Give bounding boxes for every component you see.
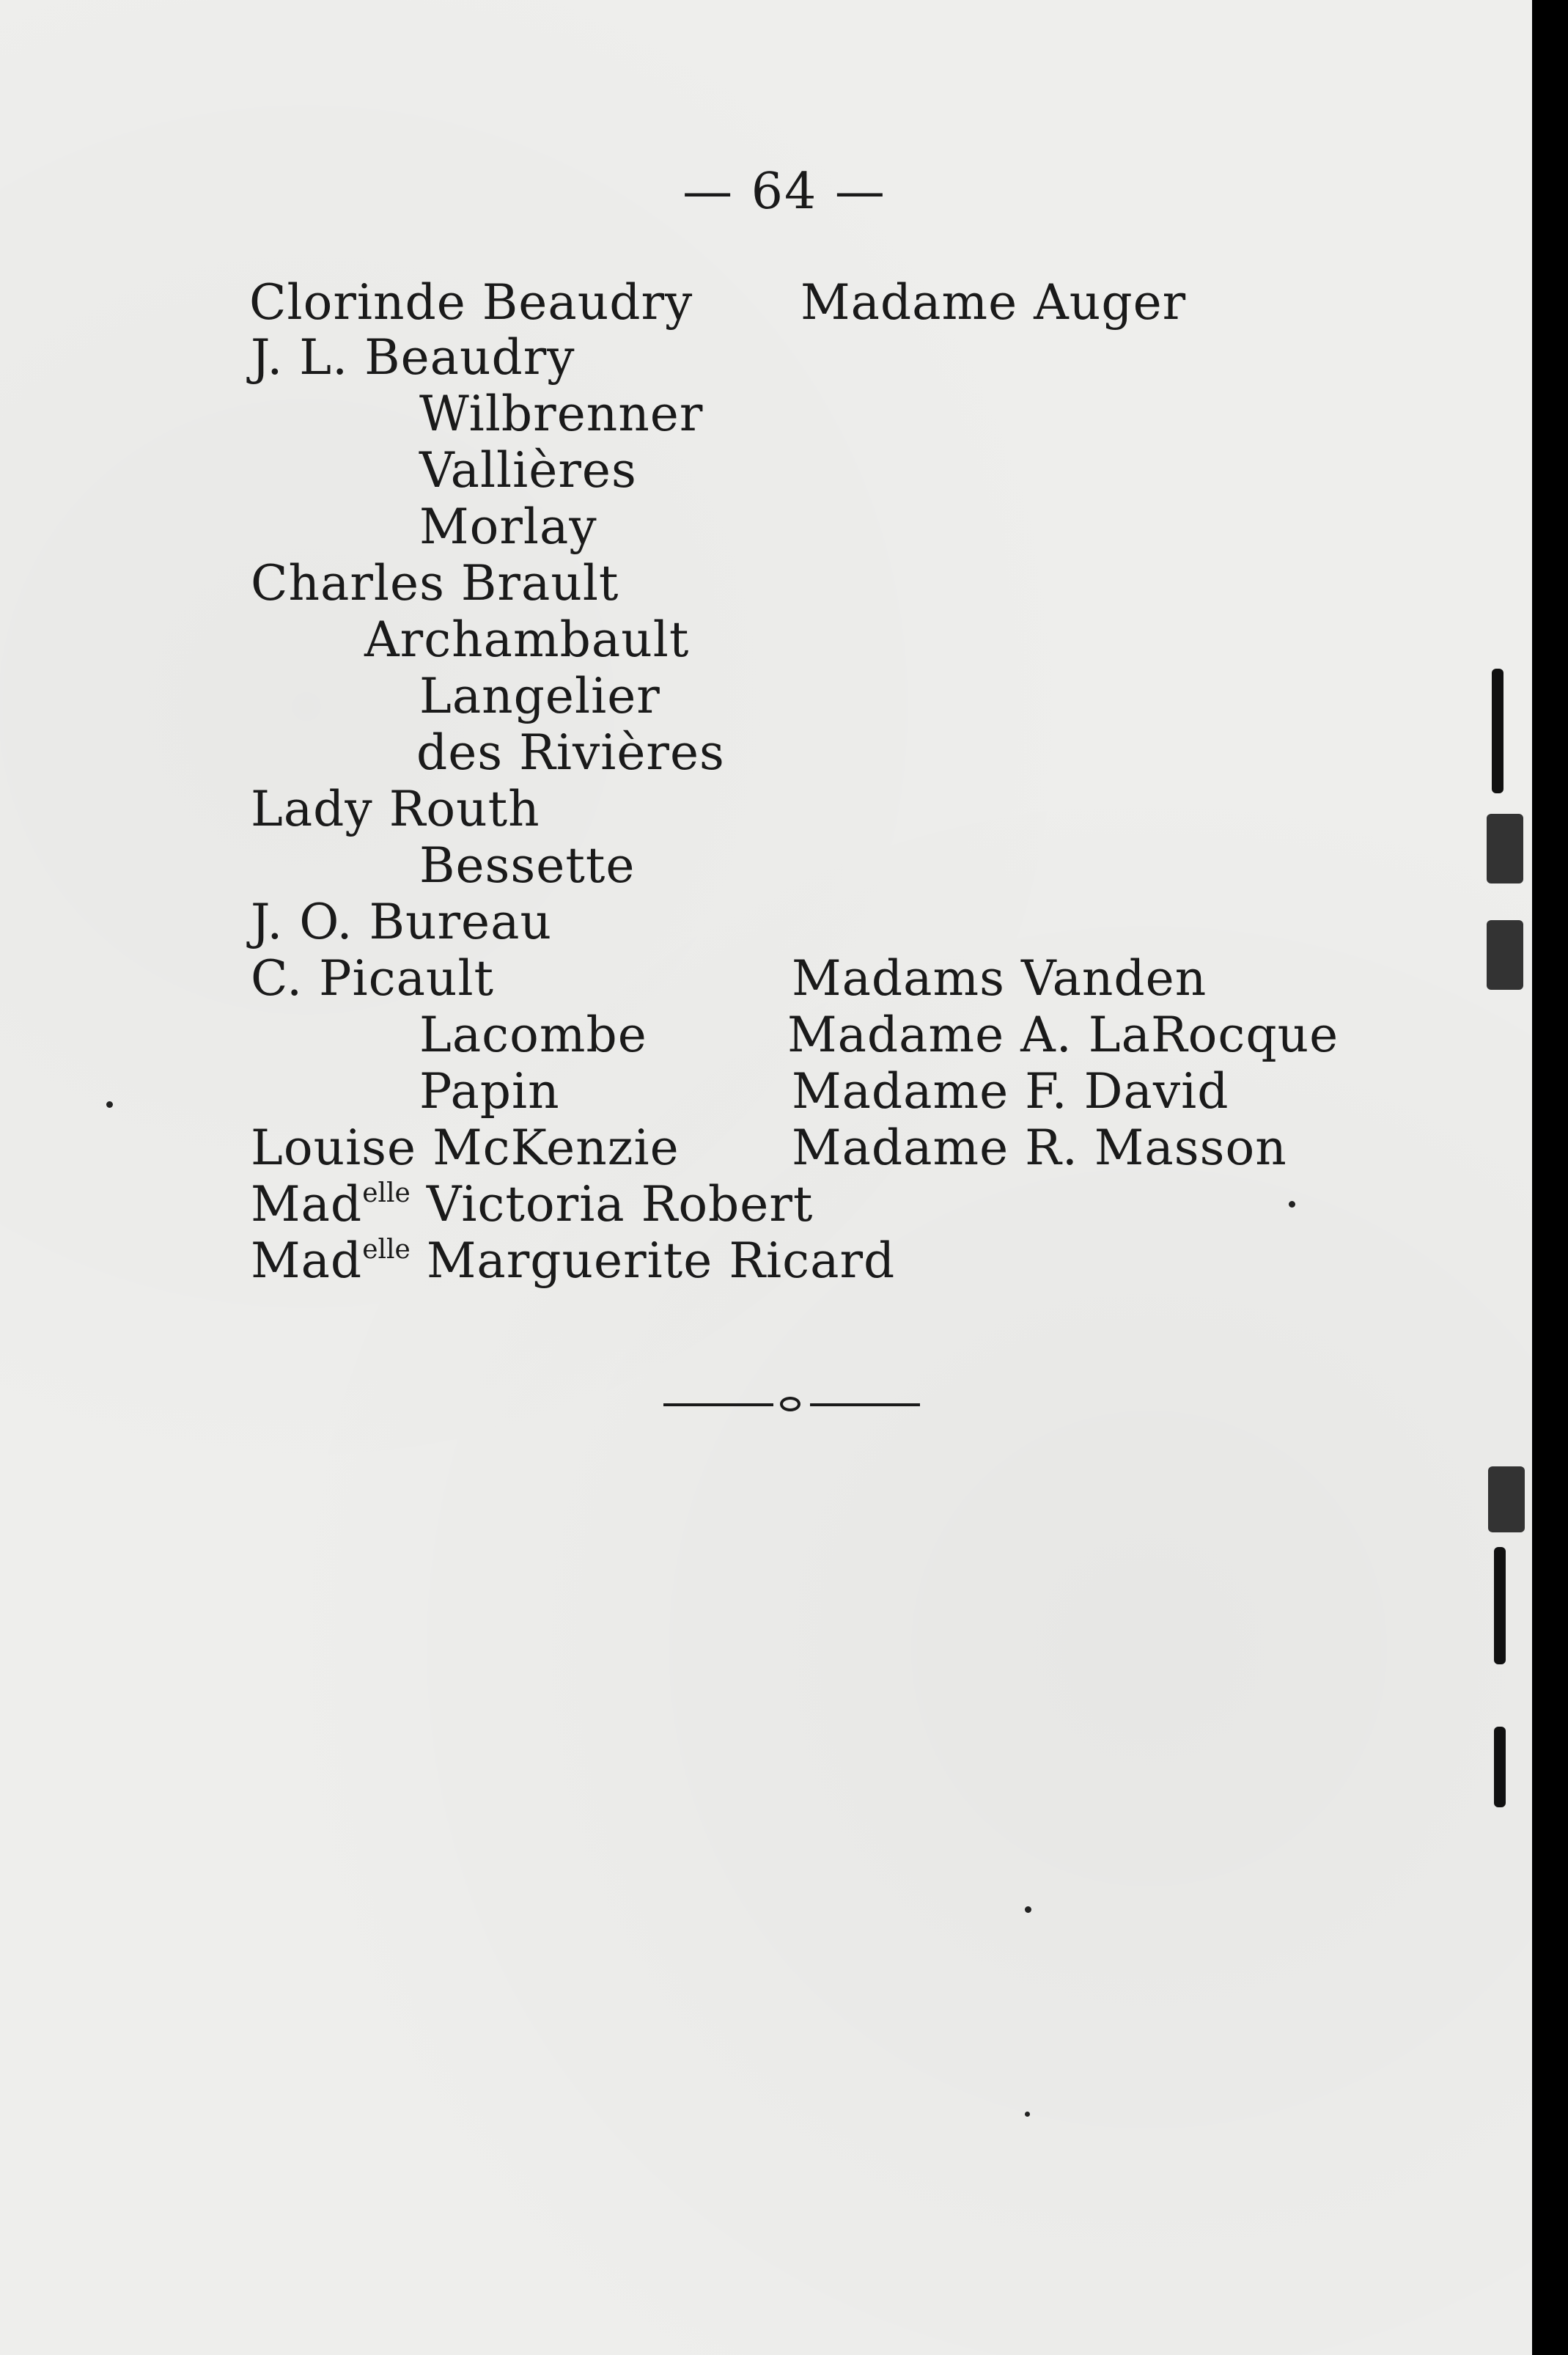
name-entry-lady-routh: Lady Routh	[251, 781, 540, 837]
binding-mark	[1494, 1547, 1506, 1664]
title-superscript: elle	[362, 1235, 411, 1265]
dust-speck	[1025, 2112, 1030, 2117]
binding-mark	[1487, 814, 1523, 883]
divider-ornament	[780, 1397, 800, 1411]
name-entry-archambault: Archambault	[364, 611, 690, 668]
name-entry-clorinde-beaudry: Clorinde Beaudry	[249, 274, 693, 331]
divider-rule-left	[663, 1403, 773, 1406]
name-entry-marguerite-ricard	[251, 1232, 896, 1289]
divider-rule-right	[810, 1403, 920, 1406]
name-entry-madame-a-larocque: Madame A. LaRocque	[787, 1007, 1339, 1063]
name-entry-madams-vanden: Madams Vanden	[792, 950, 1207, 1007]
dust-speck	[1289, 1201, 1295, 1208]
binding-mark	[1492, 669, 1503, 793]
name-entry-madame-auger: Madame Auger	[800, 274, 1187, 331]
page-number: — 64 —	[682, 163, 886, 221]
entry-name: Victoria Robert	[426, 1176, 814, 1232]
name-entry-wilbrenner: Wilbrenner	[419, 386, 704, 442]
section-divider	[663, 1397, 920, 1411]
name-entry-madame-r-masson: Madame R. Masson	[792, 1120, 1287, 1176]
name-entry-madame-f-david: Madame F. David	[792, 1063, 1229, 1120]
title-prefix: Mad	[251, 1232, 363, 1289]
name-entry-langelier: Langelier	[419, 668, 660, 724]
name-entry-vallieres: Vallières	[419, 442, 637, 499]
title-prefix: Mad	[251, 1176, 363, 1232]
title-superscript: elle	[362, 1178, 411, 1208]
name-entry-jo-bureau: J. O. Bureau	[251, 894, 552, 950]
name-entry-papin: Papin	[419, 1063, 560, 1120]
name-entry-victoria-robert	[251, 1176, 814, 1232]
dust-speck	[1025, 1906, 1031, 1913]
binding-mark	[1487, 920, 1523, 990]
name-entry-c-picault: C. Picault	[251, 950, 495, 1007]
name-entry-bessette: Bessette	[419, 837, 636, 894]
name-entry-jl-beaudry: J. L. Beaudry	[251, 329, 575, 386]
binding-mark	[1488, 1466, 1525, 1532]
binding-mark	[1494, 1727, 1506, 1807]
name-entry-des-rivieres: des Rivières	[416, 724, 725, 781]
name-entry-louise-mckenzie: Louise McKenzie	[251, 1120, 680, 1176]
name-entry-lacombe: Lacombe	[419, 1007, 647, 1063]
name-entry-morlay: Morlay	[419, 499, 597, 555]
entry-name: Marguerite Ricard	[426, 1232, 896, 1289]
name-entry-charles-brault: Charles Brault	[251, 555, 619, 611]
dust-speck	[106, 1101, 113, 1108]
